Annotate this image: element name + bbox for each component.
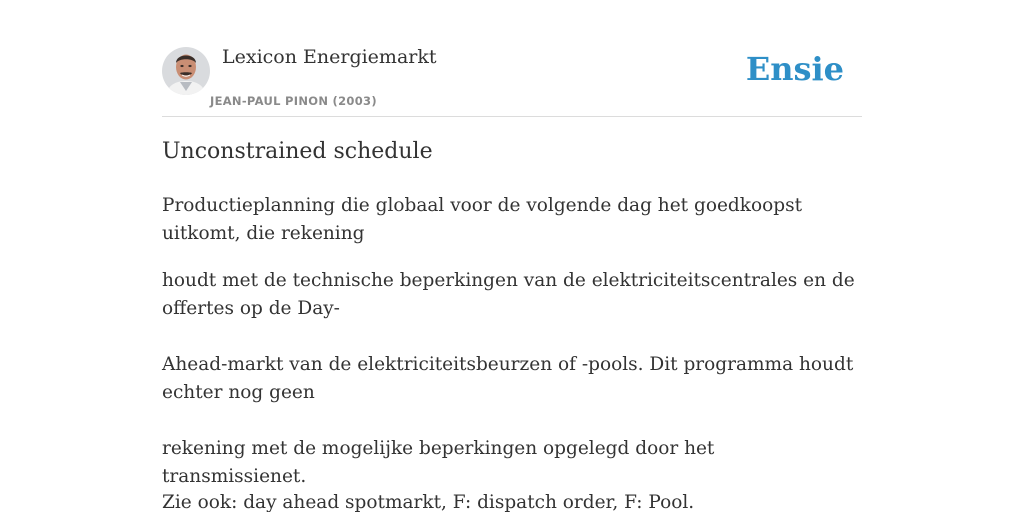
entry-paragraph: houdt met de technische beperkingen van de elektriciteitscentrales en de offertes op de Day-	[162, 270, 855, 319]
author-name[interactable]: JEAN-PAUL PINON (2003)	[210, 94, 377, 108]
see-also-paragraph: Zie ook: day ahead spotmarkt, F: dispatch order, F: Pool.	[162, 492, 695, 512]
ensie-logo[interactable]: Ensie	[745, 50, 844, 88]
entry-term: Unconstrained schedule	[162, 139, 433, 164]
author-portrait-icon	[162, 47, 210, 95]
entry-header	[162, 40, 862, 117]
author-avatar	[162, 47, 210, 95]
entry-paragraph: rekening met de mogelijke beperkingen opgelegd door het transmissienet.	[162, 438, 715, 487]
entry-paragraph: Productieplanning die globaal voor de volgende dag het goedkoopst uitkomt, die rekening	[162, 195, 803, 244]
entry-paragraph: Ahead-markt van de elektriciteitsbeurzen of -pools. Dit programma houdt echter nog geen	[162, 354, 854, 403]
book-title[interactable]: Lexicon Energiemarkt	[222, 46, 437, 68]
